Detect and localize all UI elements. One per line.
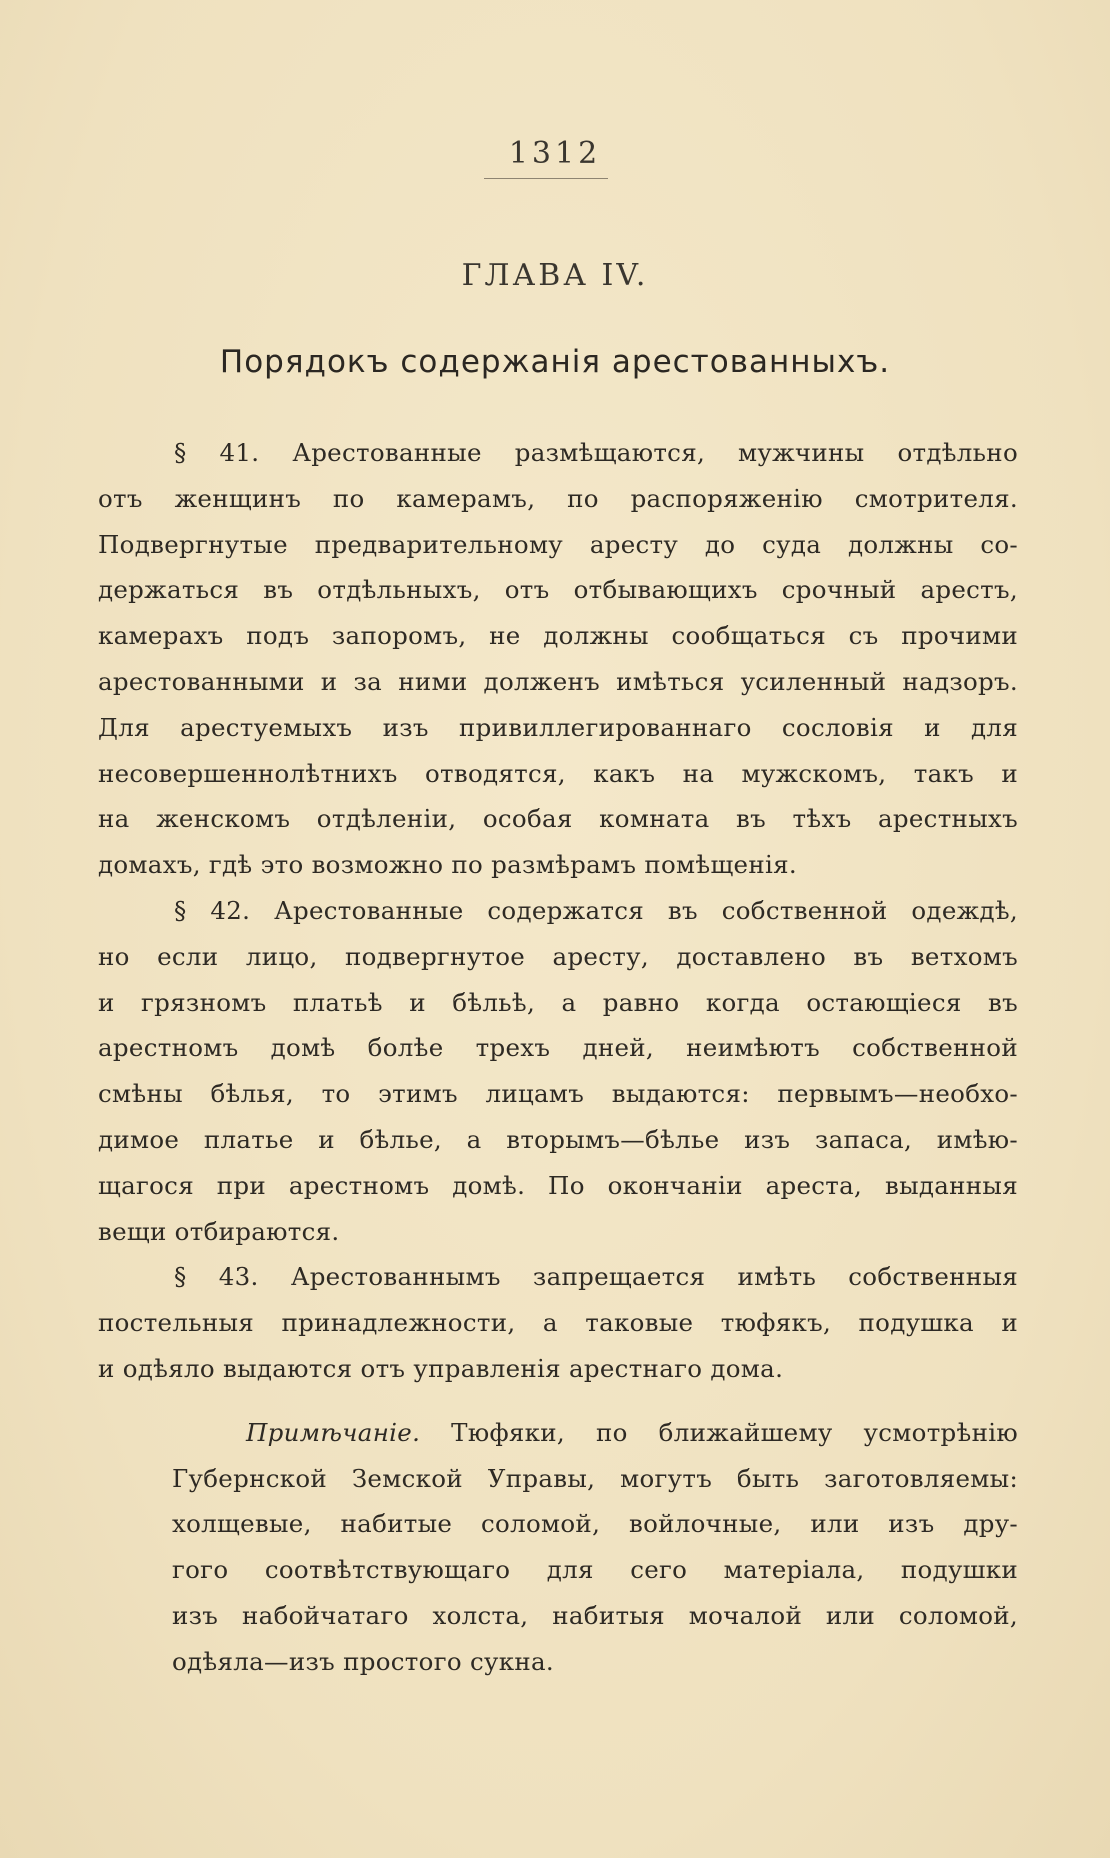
footnote-remark (172, 1410, 1018, 1685)
text-line: арестномъ домѣ болѣе трехъ дней, неимѣютъ собственной (98, 1033, 1018, 1063)
text-line: Для арестуемыхъ изъ привиллегированнаго сословія и для (98, 712, 1018, 742)
note-first-line: Тюфяки, по ближайшему усмотрѣнію (451, 1417, 1018, 1447)
text-line: Подвергнутые предварительному аресту до суда должны со- (98, 529, 1018, 559)
text-line: холщевые, набитые соломой, войлочные, или изъ дру- (172, 1509, 1018, 1539)
text-line: но если лицо, подвергнутое аресту, доставлено въ ветхомъ (98, 941, 1018, 971)
text-line: постельныя принадлежности, а таковые тюфякъ, подушка и (98, 1308, 1018, 1338)
text-line: арестованными и за ними долженъ имѣться усиленный надзоръ. (98, 666, 1018, 696)
section-title: Порядокъ содержанія арестованныхъ. (219, 344, 891, 380)
text-line: вещи отбираются. (98, 1216, 340, 1246)
note-label: Примѣчаніе. (246, 1417, 421, 1447)
text-line: и грязномъ платьѣ и бѣльѣ, а равно когда остающіеся въ (98, 987, 1018, 1017)
text-line: домахъ, гдѣ это возможно по размѣрамъ помѣщенія. (98, 850, 797, 880)
text-line: одѣяла—изъ простого сукна. (172, 1646, 554, 1676)
chapter-heading: ГЛАВА IV. (461, 258, 649, 293)
page-number: 1312 (508, 136, 602, 171)
text-line: щагося при арестномъ домѣ. По окончаніи ареста, выданныя (98, 1170, 1018, 1200)
text-line: гого соотвѣтствующаго для сего матеріала, подушки (172, 1555, 1018, 1585)
text-line: изъ набойчатаго холста, набитыя мочалой или соломой, (172, 1600, 1018, 1630)
text-line: § 43. Арестованнымъ запрещается имѣть собственныя (174, 1262, 1018, 1292)
text-line: держаться въ отдѣльныхъ, отъ отбывающихъ срочный арестъ, (98, 575, 1018, 605)
paragraph-43 (98, 1254, 1018, 1391)
text-line: на женскомъ отдѣленіи, особая комната въ тѣхъ арестныхъ (98, 804, 1018, 834)
text-line: § 41. Арестованные размѣщаются, мужчины отдѣльно (174, 438, 1018, 467)
body-text (98, 430, 1018, 1685)
text-line: камерахъ подъ запоромъ, не должны сообщаться съ прочими (98, 621, 1018, 651)
text-line (172, 1410, 1018, 1456)
text-line: отъ женщинъ по камерамъ, по распоряженію смотрителя. (98, 483, 1018, 513)
text-line: димое платье и бѣлье, а вторымъ—бѣлье изъ запаса, имѣю- (98, 1124, 1018, 1154)
header-rule (484, 178, 608, 179)
text-line: § 42. Арестованные содержатся въ собственной одеждѣ, (174, 895, 1018, 925)
paragraph-41 (98, 430, 1018, 888)
paragraph-42 (98, 888, 1018, 1254)
text-line: Губернской Земской Управы, могутъ быть заготовляемы: (172, 1463, 1018, 1493)
text-line: смѣны бѣлья, то этимъ лицамъ выдаются: первымъ—необхо- (98, 1079, 1018, 1109)
text-line: несовершеннолѣтнихъ отводятся, какъ на мужскомъ, такъ и (98, 758, 1018, 788)
text-line: и одѣяло выдаются отъ управленія арестнаго дома. (98, 1353, 784, 1383)
